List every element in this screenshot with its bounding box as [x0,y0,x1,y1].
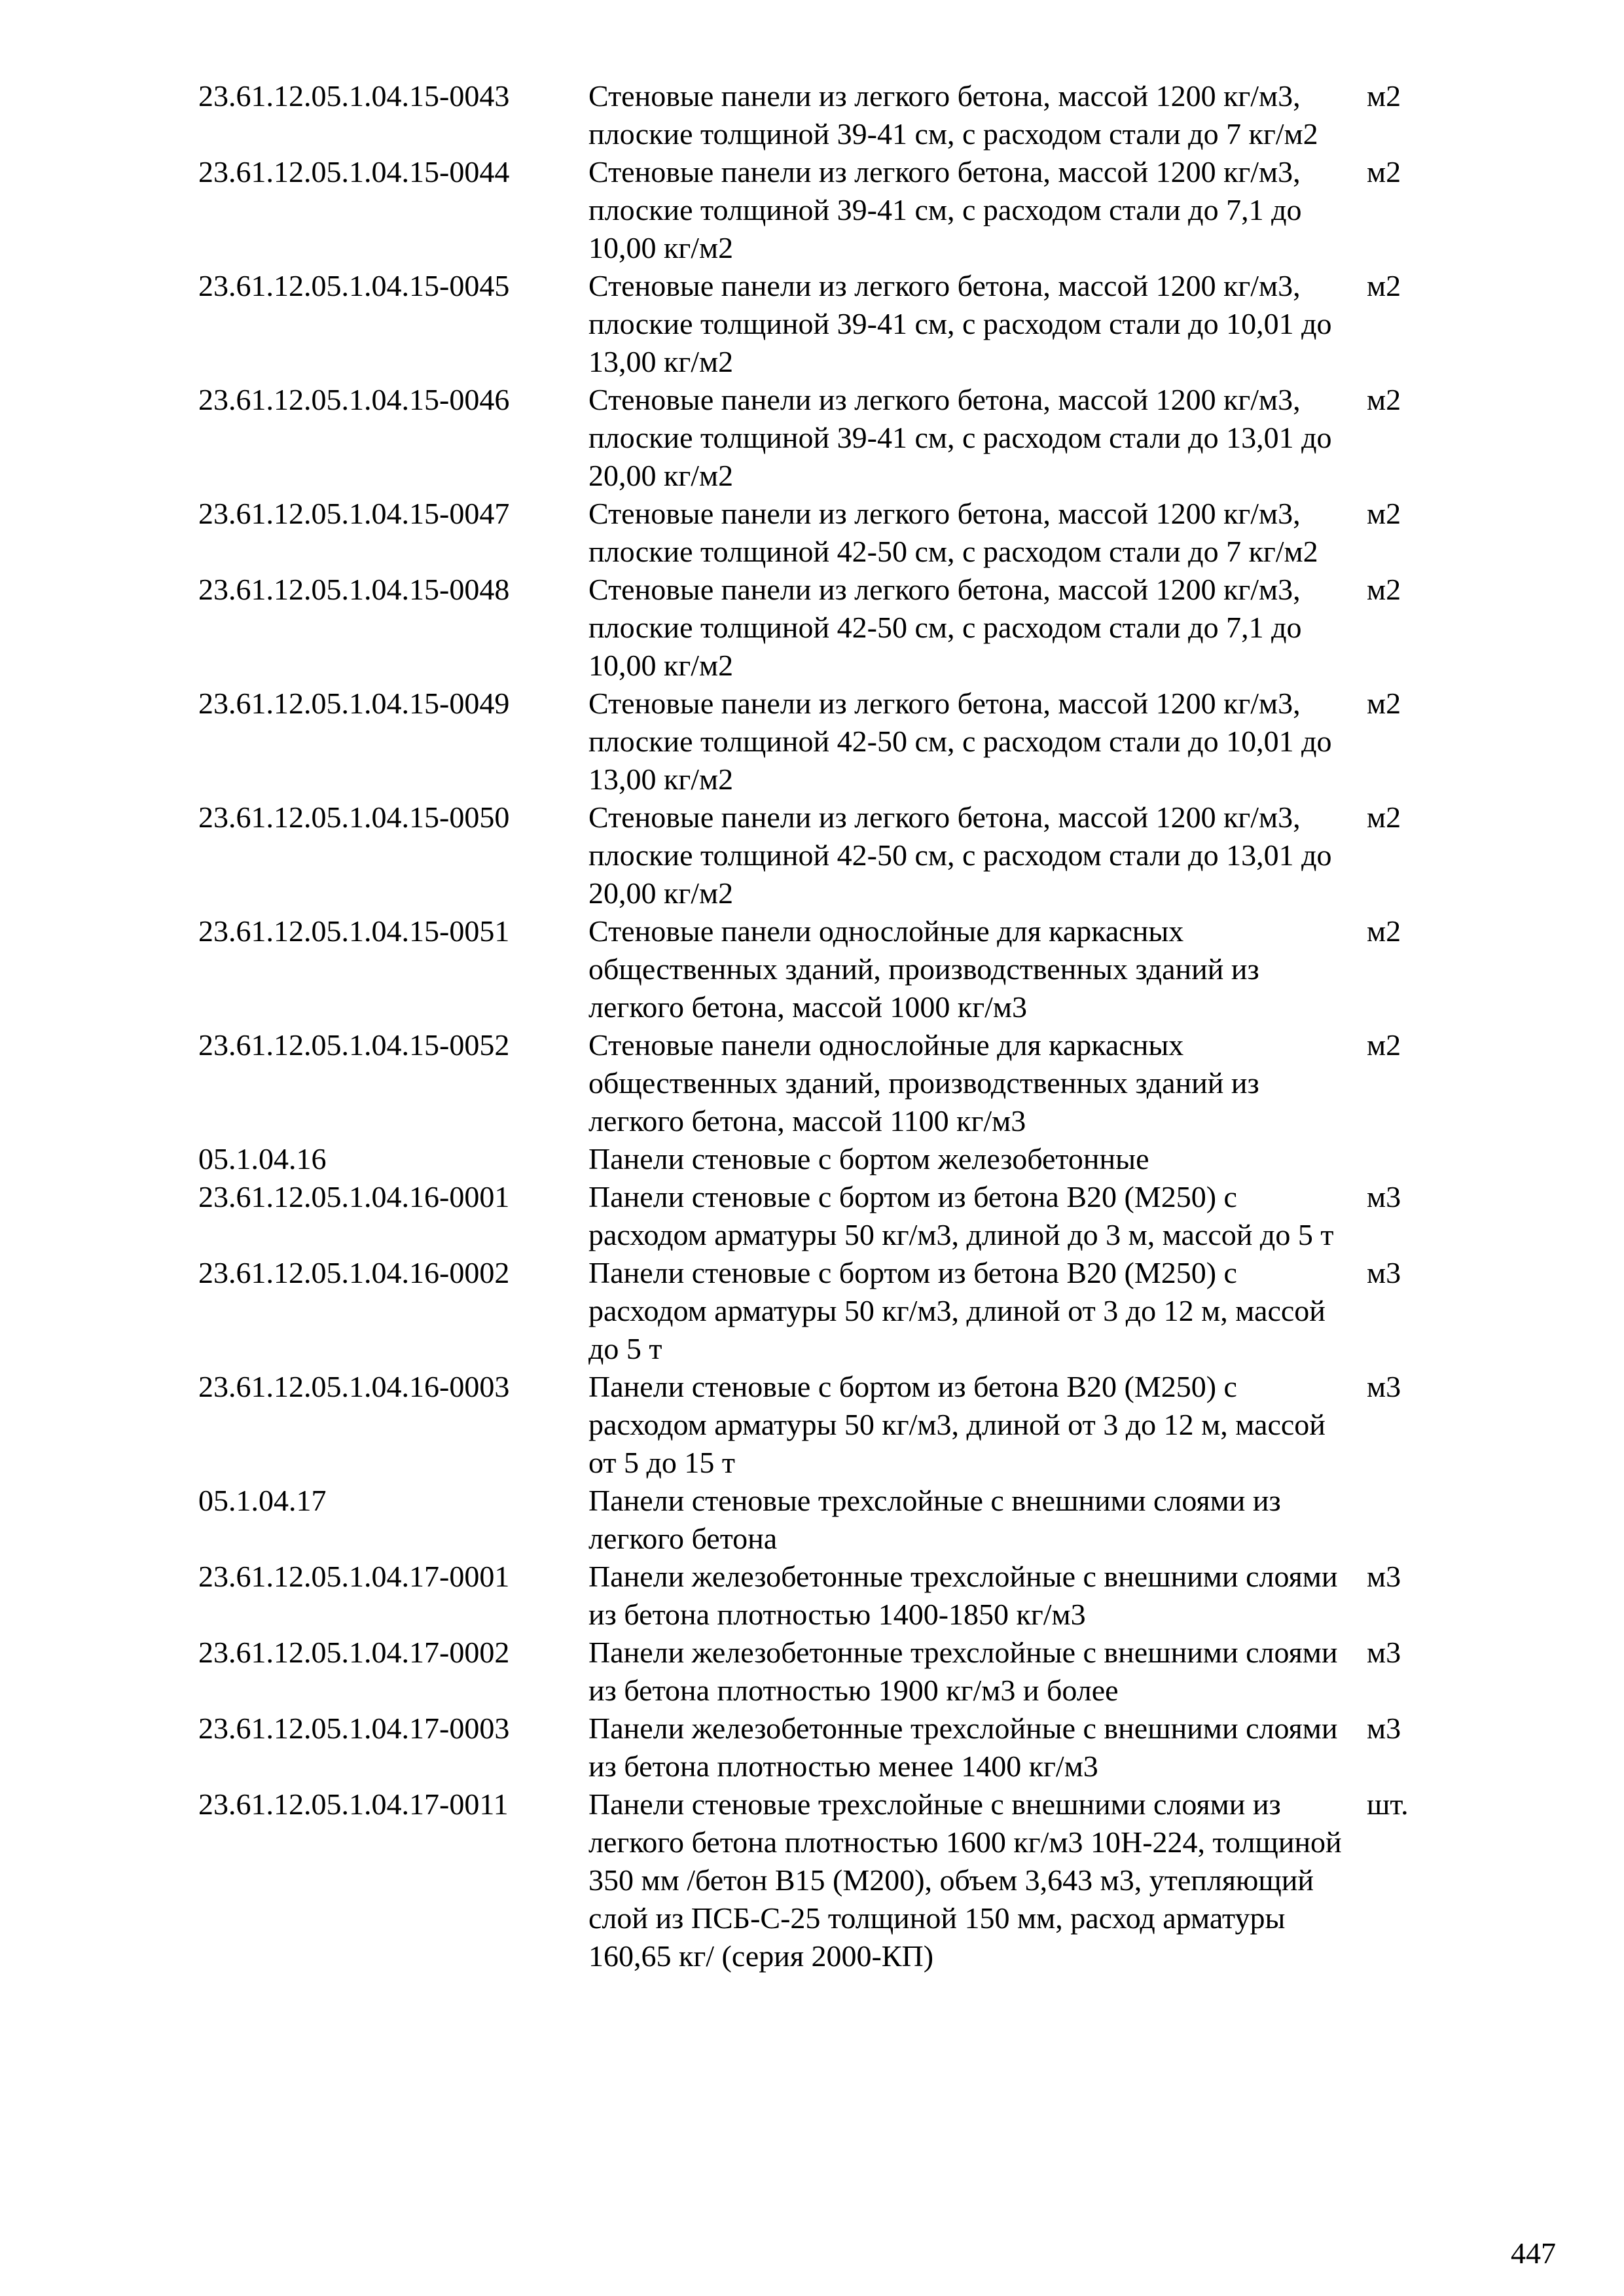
unit-of-measure: м2 [1367,497,1401,530]
resource-description: Стеновые панели из легкого бетона, массой 1200 кг/м3, плоские толщиной 39-41 см, с расходом стали до 13,01 до 20,00 кг/м2 [588,383,1332,492]
table-row [198,1178,1442,1254]
resource-description: Стеновые панели однослойные для каркасных общественных зданий, производственных зданий из легкого бетона, массой 1100 кг/м3 [588,1028,1259,1138]
unit-of-measure: м2 [1367,573,1401,606]
resource-description: Стеновые панели из легкого бетона, массой 1200 кг/м3, плоские толщиной 42-50 см, с расходом стали до 13,01 до 20,00 кг/м2 [588,800,1332,910]
resource-code: 23.61.12.05.1.04.17-0011 [198,1787,509,1821]
resource-description: Стеновые панели из легкого бетона, массой 1200 кг/м3, плоские толщиной 42-50 см, с расходом стали до 7,1 до 10,00 кг/м2 [588,573,1302,682]
table-row [198,1785,1442,1975]
unit-of-measure: м2 [1367,800,1401,834]
resource-code: 23.61.12.05.1.04.16-0001 [198,1180,510,1213]
table-row [198,685,1442,798]
table-row [198,381,1442,495]
unit-of-measure: м2 [1367,269,1401,302]
resource-description: Стеновые панели из легкого бетона, массой 1200 кг/м3, плоские толщиной 42-50 см, с расходом стали до 10,01 до 13,00 кг/м2 [588,687,1332,796]
resource-description: Панели стеновые с бортом из бетона В20 (М250) с расходом арматуры 50 кг/м3, длиной от 3 до 12 м, массой от 5 до 15 т [588,1370,1326,1479]
resource-description: Панели стеновые трехслойные с внешними слоями из легкого бетона плотностью 1600 кг/м3 10Н-224, толщиной 350 мм /бетон В15 (М200), объем 3,643 м3, утепляющий слой из ПСБ-С-25 толщиной 150 мм, расход арматуры 160,65 кг/ (серия 2000-КП) [588,1787,1342,1973]
table-row [198,77,1442,153]
unit-of-measure: м3 [1367,1180,1401,1213]
resource-code: 23.61.12.05.1.04.16-0002 [198,1256,510,1289]
resource-code: 23.61.12.05.1.04.15-0052 [198,1028,510,1062]
section-heading-row [198,1140,1442,1178]
resource-code: 23.61.12.05.1.04.15-0043 [198,79,510,113]
resource-description: Панели железобетонные трехслойные с внешними слоями из бетона плотностью менее 1400 кг/м3 [588,1712,1338,1783]
resource-description: Стеновые панели из легкого бетона, массой 1200 кг/м3, плоские толщиной 39-41 см, с расходом стали до 7,1 до 10,00 кг/м2 [588,155,1302,264]
unit-of-measure: м3 [1367,1560,1401,1593]
resource-description: Панели железобетонные трехслойные с внешними слоями из бетона плотностью 1900 кг/м3 и более [588,1636,1338,1707]
resource-code: 23.61.12.05.1.04.16-0003 [198,1370,510,1403]
unit-of-measure: м3 [1367,1636,1401,1669]
unit-of-measure: м2 [1367,383,1401,416]
resource-description: Панели железобетонные трехслойные с внешними слоями из бетона плотностью 1400-1850 кг/м3 [588,1560,1338,1631]
section-title: Панели стеновые с бортом железобетонные [588,1142,1149,1175]
resource-code: 23.61.12.05.1.04.15-0044 [198,155,510,188]
unit-of-measure: шт. [1367,1787,1409,1821]
resource-description: Стеновые панели из легкого бетона, массой 1200 кг/м3, плоские толщиной 39-41 см, с расходом стали до 10,01 до 13,00 кг/м2 [588,269,1332,378]
resource-code: 23.61.12.05.1.04.15-0051 [198,914,510,948]
page-number: 447 [1511,2236,1556,2270]
unit-of-measure: м3 [1367,1370,1401,1403]
resource-code: 23.61.12.05.1.04.15-0049 [198,687,510,720]
resource-description: Панели стеновые с бортом из бетона В20 (М250) с расходом арматуры 50 кг/м3, длиной от 3 до 12 м, массой до 5 т [588,1256,1326,1365]
table-row [198,495,1442,571]
table-row [198,798,1442,912]
table-row [198,1026,1442,1140]
unit-of-measure: м3 [1367,1256,1401,1289]
table-row [198,1710,1442,1785]
unit-of-measure: м2 [1367,1028,1401,1062]
resource-code: 23.61.12.05.1.04.15-0045 [198,269,510,302]
table-row [198,571,1442,685]
resource-code: 23.61.12.05.1.04.15-0046 [198,383,510,416]
resource-description: Стеновые панели из легкого бетона, массой 1200 кг/м3, плоские толщиной 42-50 см, с расходом стали до 7 кг/м2 [588,497,1318,568]
table-row [198,1254,1442,1368]
table-row [198,1368,1442,1482]
section-code: 05.1.04.16 [198,1142,327,1175]
unit-of-measure: м2 [1367,79,1401,113]
resource-code: 23.61.12.05.1.04.15-0048 [198,573,510,606]
resource-code: 23.61.12.05.1.04.17-0002 [198,1636,510,1669]
resource-description: Панели стеновые с бортом из бетона В20 (М250) с расходом арматуры 50 кг/м3, длиной до 3 м, массой до 5 т [588,1180,1334,1251]
section-heading-row [198,1482,1442,1558]
section-code: 05.1.04.17 [198,1484,327,1517]
section-title: Панели стеновые трехслойные с внешними слоями из легкого бетона [588,1484,1281,1555]
table-row [198,267,1442,381]
table-row [198,1558,1442,1634]
unit-of-measure: м3 [1367,1712,1401,1745]
resource-code: 23.61.12.05.1.04.17-0001 [198,1560,510,1593]
unit-of-measure: м2 [1367,155,1401,188]
table-row [198,1634,1442,1710]
unit-of-measure: м2 [1367,687,1401,720]
table-row [198,912,1442,1026]
resource-code: 23.61.12.05.1.04.15-0047 [198,497,510,530]
resource-code: 23.61.12.05.1.04.17-0003 [198,1712,510,1745]
table-row [198,153,1442,267]
price-list-table [198,77,1442,1975]
resource-code: 23.61.12.05.1.04.15-0050 [198,800,510,834]
resource-description: Стеновые панели однослойные для каркасных общественных зданий, производственных зданий из легкого бетона, массой 1000 кг/м3 [588,914,1259,1024]
unit-of-measure: м2 [1367,914,1401,948]
resource-description: Стеновые панели из легкого бетона, массой 1200 кг/м3, плоские толщиной 39-41 см, с расходом стали до 7 кг/м2 [588,79,1318,151]
